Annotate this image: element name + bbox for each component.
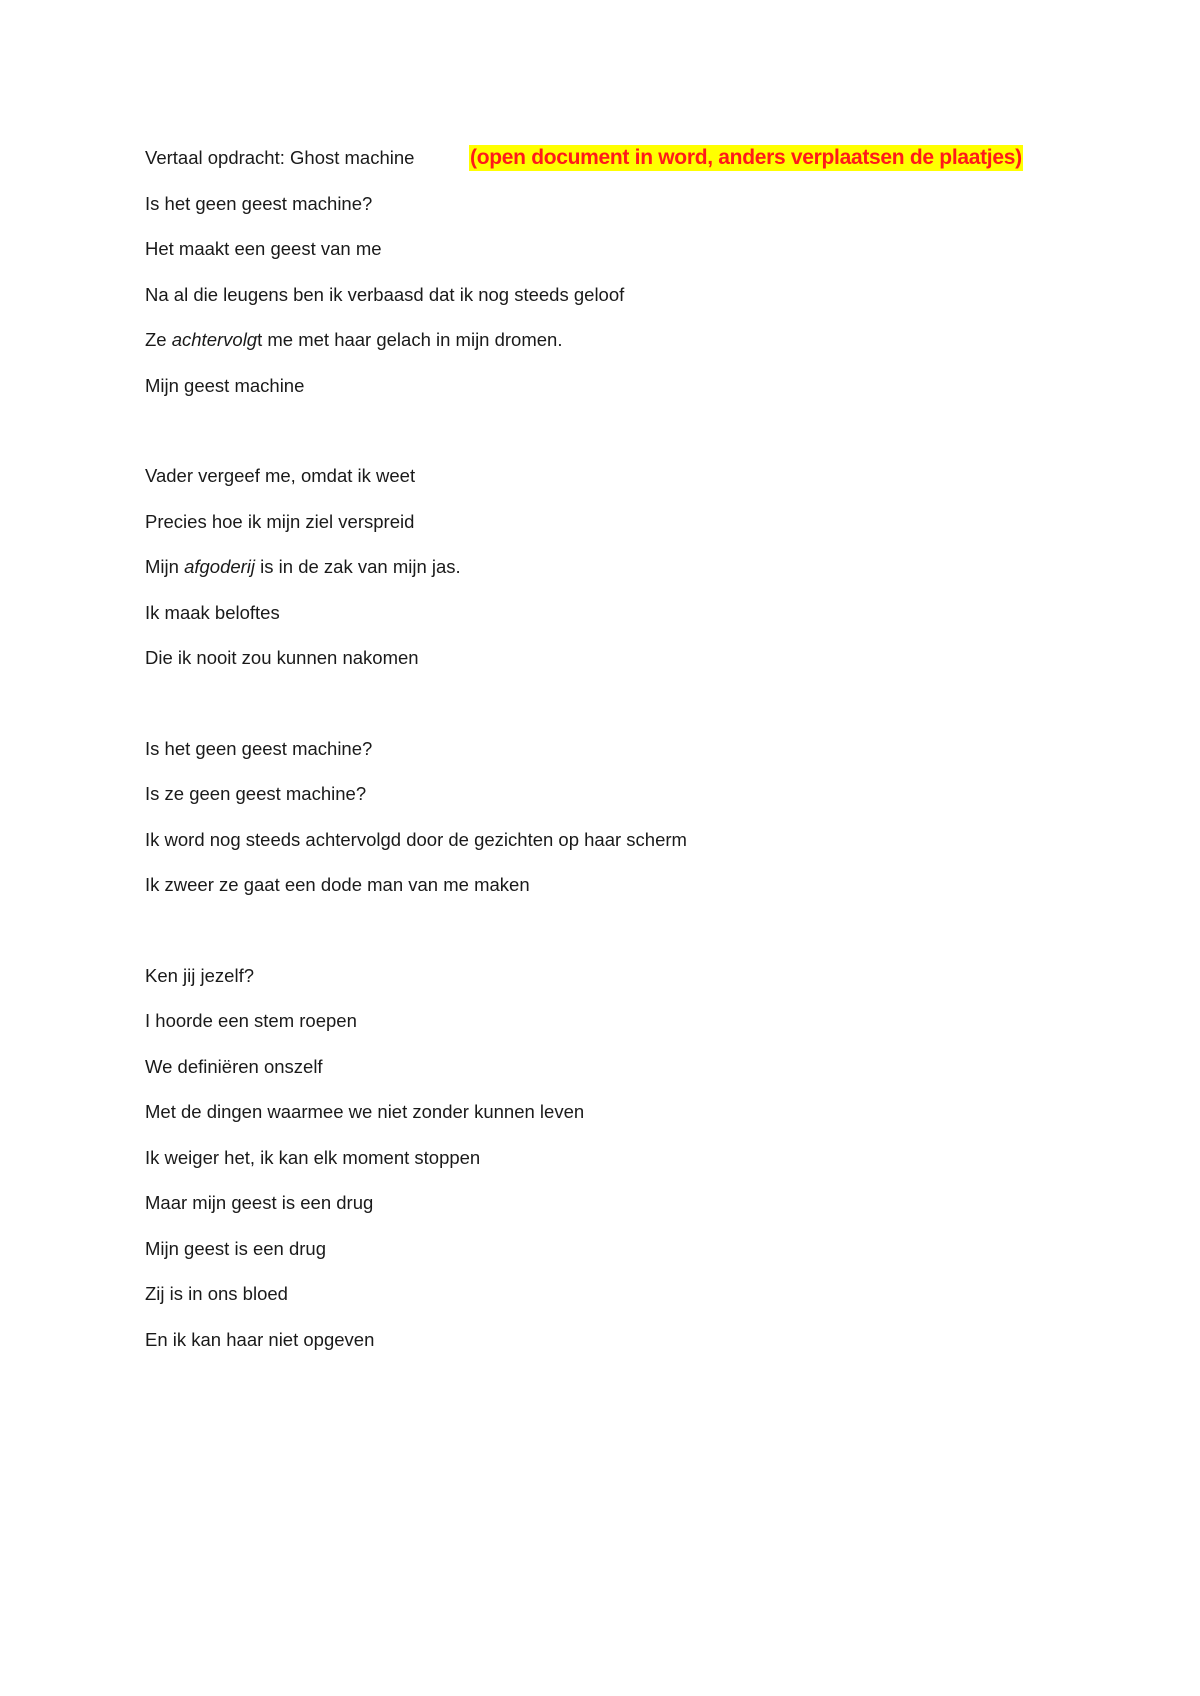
stanza-3 xyxy=(145,737,1105,898)
verse-line: Ik maak beloftes xyxy=(145,601,280,623)
document-body xyxy=(145,146,1105,1373)
italic-word: afgoderij xyxy=(184,556,256,577)
verse-line: Ik zweer ze gaat een dode man van me maken xyxy=(145,874,530,895)
verse-line xyxy=(145,555,1105,579)
verse-line: Ik weiger het, ik kan elk moment stoppen xyxy=(145,1146,481,1168)
verse-line: I hoorde een stem roepen xyxy=(145,1010,357,1031)
verse-line: Ik word nog steeds achtervolgd door de gezichten op haar scherm xyxy=(145,828,687,850)
italic-word: achtervolg xyxy=(171,329,258,350)
verse-line: En ik kan haar niet opgeven xyxy=(145,1328,375,1350)
verse-text: is in de zak van mijn jas. xyxy=(255,556,461,577)
verse-line: Is het geen geest machine? xyxy=(145,192,373,214)
stanza-1 xyxy=(145,192,1105,398)
stanza-gap xyxy=(145,419,1105,464)
verse-line: Het maakt een geest van me xyxy=(145,238,382,259)
stanza-4 xyxy=(145,964,1105,1352)
verse-text: t me met haar gelach in mijn dromen. xyxy=(257,329,563,350)
verse-line: Mijn geest machine xyxy=(145,374,305,396)
verse-line: Na al die leugens ben ik verbaasd dat ik nog steeds geloof xyxy=(145,283,625,305)
verse-line: Die ik nooit zou kunnen nakomen xyxy=(145,647,419,668)
verse-line: Mijn geest is een drug xyxy=(145,1237,326,1259)
stanza-gap xyxy=(145,692,1105,737)
verse-line: Precies hoe ik mijn ziel verspreid xyxy=(145,510,415,532)
verse-line: Zij is in ons bloed xyxy=(145,1283,288,1304)
verse-line: Is het geen geest machine? xyxy=(145,737,373,759)
document-title: Vertaal opdracht: Ghost machine xyxy=(145,147,415,168)
verse-line: Vader vergeef me, omdat ik weet xyxy=(145,465,416,486)
verse-line xyxy=(145,328,1105,352)
stanza-2 xyxy=(145,464,1105,670)
verse-line: Ken jij jezelf? xyxy=(145,964,255,986)
verse-text: Ze xyxy=(145,329,172,350)
title-row xyxy=(145,146,1105,170)
stanza-gap xyxy=(145,919,1105,964)
verse-text: Mijn xyxy=(145,556,185,577)
verse-line: We definiëren onszelf xyxy=(145,1055,323,1077)
verse-line: Is ze geen geest machine? xyxy=(145,783,367,804)
highlighted-note: (open document in word, anders verplaatsen de plaatjes) xyxy=(470,146,1022,169)
verse-line: Maar mijn geest is een drug xyxy=(145,1192,374,1213)
verse-line: Met de dingen waarmee we niet zonder kunnen leven xyxy=(145,1101,585,1122)
